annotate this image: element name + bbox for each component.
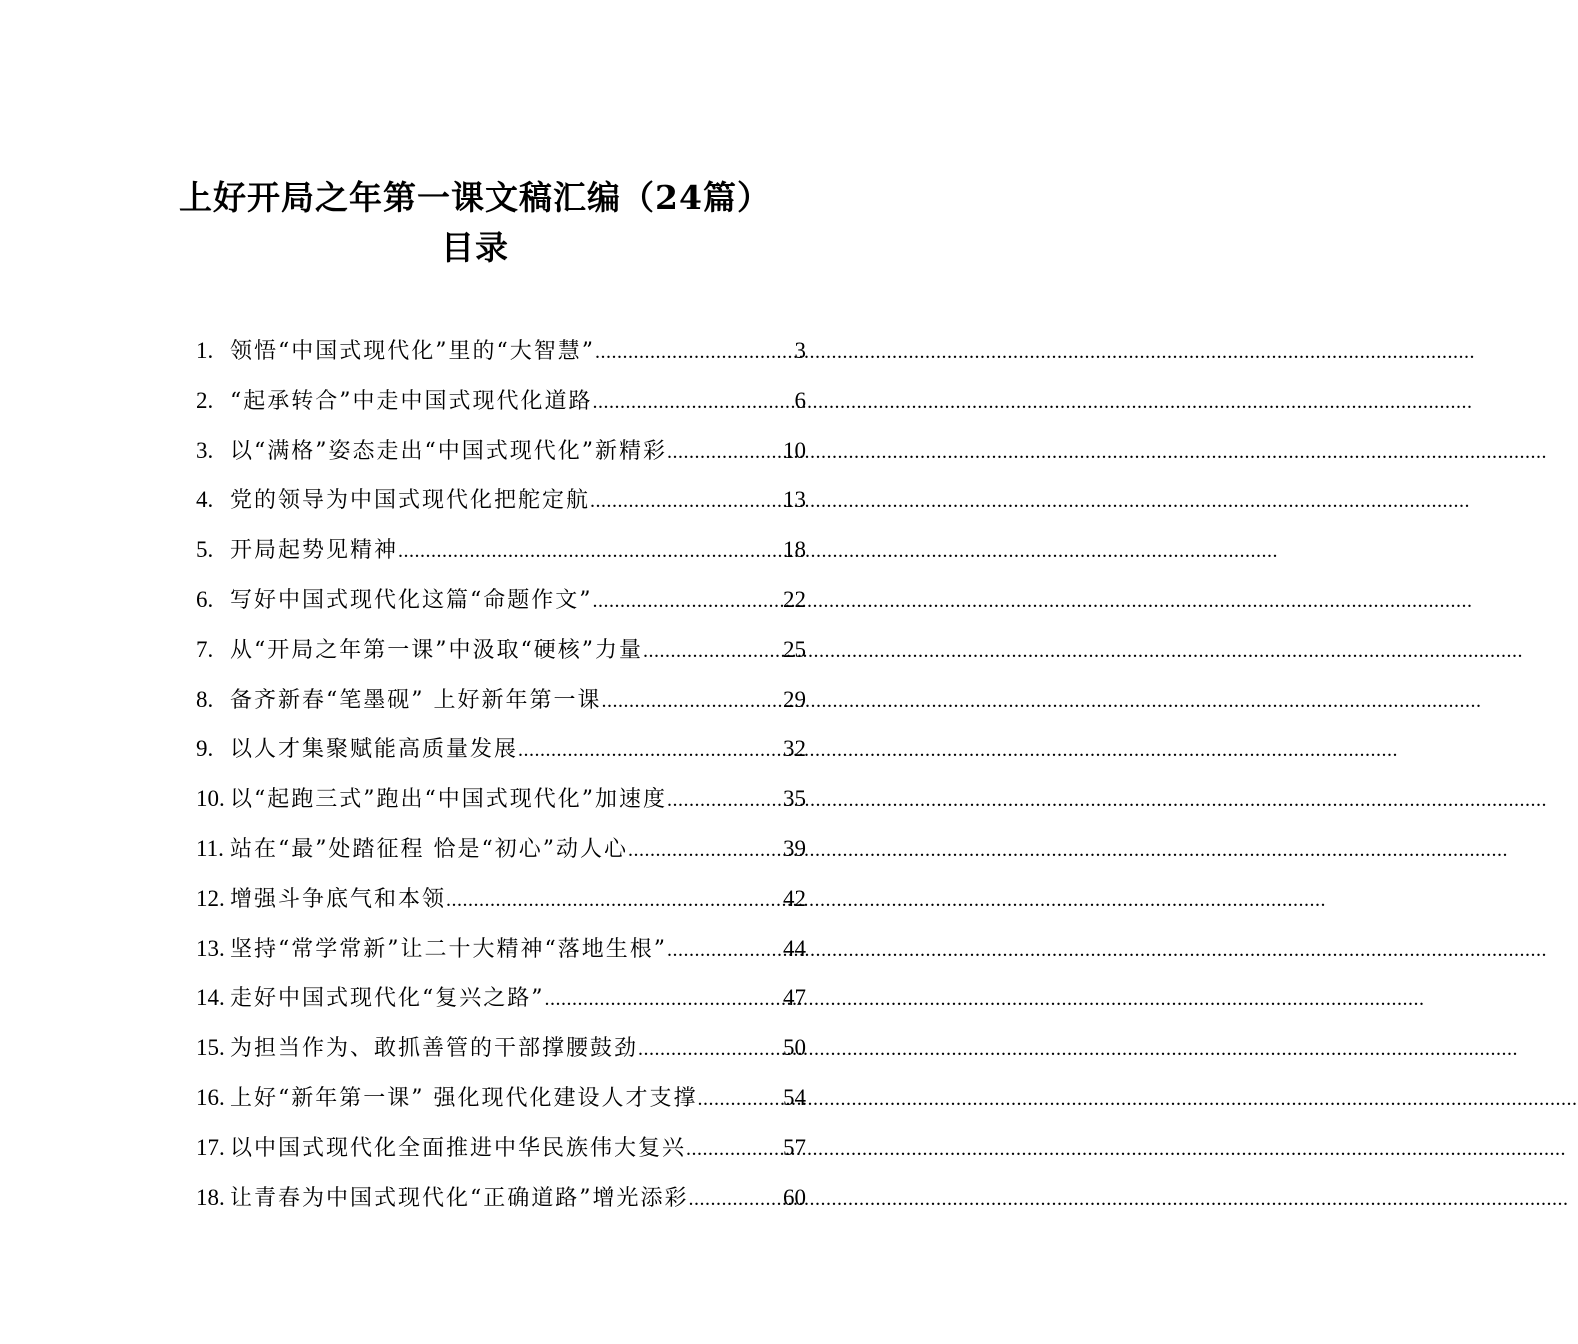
table-of-contents: [196, 326, 806, 1222]
toc-entry[interactable]: [196, 625, 806, 675]
toc-entry-title: 以人才集聚赋能高质量发展: [230, 737, 519, 763]
toc-entry-title: 走好中国式现代化“复兴之路”: [230, 986, 545, 1012]
toc-entry-number: 9.: [196, 736, 214, 762]
toc-entry-title: “起承转合”中走中国式现代化道路: [230, 388, 593, 414]
toc-entry-page-number: 18: [783, 537, 806, 563]
toc-entry[interactable]: [196, 973, 806, 1023]
toc-entry-number: 1.: [196, 338, 214, 363]
toc-entry-title: 党的领导为中国式现代化把舵定航: [230, 488, 591, 514]
toc-entry[interactable]: [196, 724, 806, 774]
toc-entry-title: 备齐新春“笔墨砚” 上好新年第一课: [230, 687, 602, 713]
toc-entry-leader: [667, 776, 783, 826]
toc-entry-page-number: 10: [783, 437, 806, 463]
toc-entry-leader: [667, 926, 783, 976]
toc-entry-number: 4.: [196, 487, 214, 513]
toc-entry-leader: [698, 1075, 784, 1125]
toc-entry-title: 站在“最”处踏征程 恰是“初心”动人心: [230, 836, 628, 862]
toc-entry[interactable]: [196, 525, 806, 575]
toc-entry-page-number: 42: [783, 885, 806, 911]
toc-entry-title: 上好“新年第一课” 强化现代化建设人才支撑: [230, 1085, 698, 1111]
toc-entry-leader: [398, 527, 783, 577]
toc-entry-number: 16.: [196, 1084, 225, 1110]
toc-entry-leader: [446, 876, 783, 926]
toc-entry-number: 10.: [196, 786, 225, 812]
toc-entry[interactable]: [196, 376, 806, 426]
toc-entry-page-number: 22: [783, 586, 806, 612]
toc-entry-number: 13.: [196, 935, 225, 961]
toc-entry[interactable]: [196, 874, 806, 924]
toc-entry-title: 从“开局之年第一课”中汲取“硬核”力量: [230, 637, 643, 663]
toc-entry-leader: [590, 477, 783, 527]
toc-entry[interactable]: [196, 475, 806, 525]
toc-entry-number: 17.: [196, 1134, 225, 1160]
toc-entry-leader: [638, 1025, 783, 1075]
toc-entry-page-number: 47: [783, 985, 806, 1011]
toc-entry-leader: [689, 1175, 784, 1225]
toc-entry-number: 3.: [196, 437, 214, 463]
toc-entry-leader: [602, 677, 784, 727]
toc-entry[interactable]: [196, 924, 806, 974]
toc-entry-number: 7.: [196, 636, 214, 662]
toc-entry-page-number: 44: [783, 935, 806, 961]
toc-entry-leader: [593, 378, 795, 428]
toc-heading: 目录: [441, 228, 509, 267]
toc-entry-page-number: 35: [783, 786, 806, 812]
toc-entry[interactable]: [196, 1073, 806, 1123]
toc-entry-number: 2.: [196, 387, 214, 413]
toc-entry[interactable]: [196, 1123, 806, 1173]
toc-entry-page-number: 32: [783, 736, 806, 762]
toc-entry[interactable]: [196, 824, 806, 874]
toc-entry-page-number: 6: [794, 387, 806, 413]
toc-entry-title: 领悟“中国式现代化”里的“大智慧”: [230, 339, 595, 364]
document-title: 上好开局之年第一课文稿汇编（24篇）: [179, 178, 771, 217]
toc-entry-title: 以“起跑三式”跑出“中国式现代化”加速度: [230, 787, 667, 813]
toc-entry[interactable]: [196, 326, 806, 376]
toc-entry[interactable]: [196, 1023, 806, 1073]
toc-entry[interactable]: [196, 1173, 806, 1223]
toc-entry-title: 开局起势见精神: [230, 538, 399, 564]
toc-entry-page-number: 13: [783, 487, 806, 513]
toc-entry-leader: [518, 726, 783, 776]
toc-entry-page-number: 39: [783, 835, 806, 861]
toc-entry-leader: [643, 627, 783, 677]
toc-entry[interactable]: [196, 675, 806, 725]
toc-entry-number: 12.: [196, 885, 225, 911]
toc-entry-title: 以中国式现代化全面推进中华民族伟大复兴: [230, 1135, 687, 1161]
toc-entry[interactable]: [196, 575, 806, 625]
toc-entry-title: 写好中国式现代化这篇“命题作文”: [230, 587, 593, 613]
toc-entry-number: 11.: [196, 835, 224, 861]
toc-entry-title: 坚持“常学常新”让二十大精神“落地生根”: [230, 936, 667, 962]
toc-entry-page-number: 29: [783, 686, 806, 712]
toc-entry-leader: [593, 577, 784, 627]
toc-entry-page-number: 57: [783, 1134, 806, 1160]
toc-entry-title: 增强斗争底气和本领: [230, 886, 447, 912]
toc-entry-page-number: 60: [783, 1184, 806, 1210]
toc-entry-page-number: 3: [794, 338, 806, 363]
toc-entry-number: 15.: [196, 1035, 225, 1061]
toc-entry-number: 18.: [196, 1184, 225, 1210]
toc-entry-title: 为担当作为、敢抓善管的干部撑腰鼓劲: [230, 1036, 639, 1062]
toc-entry-number: 14.: [196, 985, 225, 1011]
toc-entry-leader: [667, 428, 783, 478]
toc-entry-page-number: 50: [783, 1035, 806, 1061]
toc-entry-number: 6.: [196, 586, 214, 612]
toc-entry[interactable]: [196, 426, 806, 476]
toc-entry-page-number: 54: [783, 1084, 806, 1110]
toc-entry-leader: [686, 1125, 783, 1175]
toc-entry-page-number: 25: [783, 636, 806, 662]
toc-entry-leader: [545, 975, 784, 1025]
toc-entry-title: 以“满格”姿态走出“中国式现代化”新精彩: [230, 438, 667, 464]
toc-entry-number: 8.: [196, 686, 214, 712]
toc-entry-leader: [628, 826, 783, 876]
toc-entry-title: 让青春为中国式现代化“正确道路”增光添彩: [230, 1185, 689, 1211]
toc-entry[interactable]: [196, 774, 806, 824]
toc-entry-number: 5.: [196, 537, 214, 563]
toc-entry-leader: [595, 328, 795, 378]
